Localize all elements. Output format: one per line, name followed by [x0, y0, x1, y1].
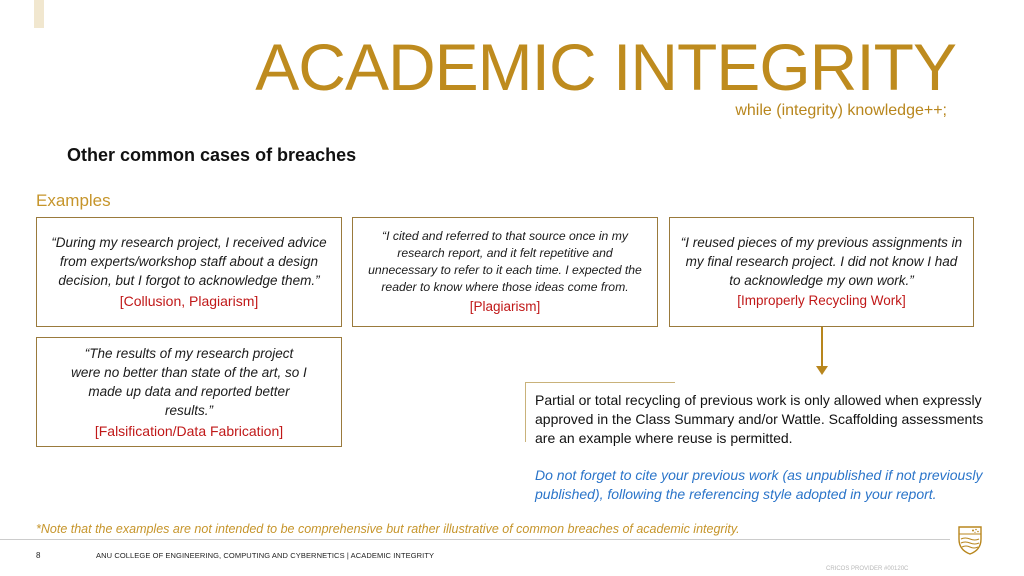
footer-text: ANU COLLEGE OF ENGINEERING, COMPUTING AND CYBERNETICS | ACADEMIC INTEGRITY [96, 551, 435, 560]
page-subtitle: while (integrity) knowledge++; [735, 102, 947, 119]
example-tag: [Collusion, Plagiarism] [119, 293, 259, 309]
note-frame-top [525, 382, 675, 383]
recycling-citation-note: Do not forget to cite your previous work (as unpublished if not previously published), following the referencing style adopted in your report. [535, 467, 983, 502]
footnote: *Note that the examples are not intended to be comprehensive but rather illustrative of common breaches of academic integrity. [36, 522, 740, 536]
example-box-plagiarism [352, 217, 658, 327]
page-title: ACADEMIC INTEGRITY [255, 30, 956, 104]
example-box-fabrication [36, 337, 342, 447]
recycling-note: Partial or total recycling of previous work is only allowed when expressly approved in the Class Summary and/or Wattle. Scaffolding assessments are an example where reuse is permitted. [535, 392, 984, 446]
cricos-provider: CRICOS PROVIDER #00120C [826, 566, 909, 572]
example-tag: [Improperly Recycling Work] [737, 293, 906, 308]
footer-divider [0, 539, 950, 540]
example-box-recycling [669, 217, 974, 327]
example-quote: “The results of my research project were no better than state of the art, so I made up data and reported better results.” [71, 345, 307, 418]
examples-label: Examples [36, 191, 111, 210]
accent-bar [34, 0, 44, 28]
arrow-down-icon [816, 366, 828, 375]
example-tag: [Falsification/Data Fabrication] [94, 422, 284, 439]
note-frame-left [525, 382, 526, 442]
example-tag: [Plagiarism] [469, 298, 541, 314]
example-box-collusion [36, 217, 342, 327]
anu-crest-icon [957, 523, 983, 555]
example-quote: “During my research project, I received advice from experts/workshop staff about a design decision, but I forgot to acknowledge them.” [51, 235, 327, 288]
example-quote: “I cited and referred to that source once in my research report, and it felt repetitive and unnecessary to refer to it each time. I expected the reader to know where those ideas come from. [368, 228, 642, 294]
section-title: Other common cases of breaches [67, 145, 357, 165]
page-number: 8 [36, 551, 41, 560]
example-quote: “I reused pieces of my previous assignments in my final research project. I did not know I had to acknowledge my own work.” [680, 235, 963, 288]
arrow-connector [821, 327, 823, 367]
